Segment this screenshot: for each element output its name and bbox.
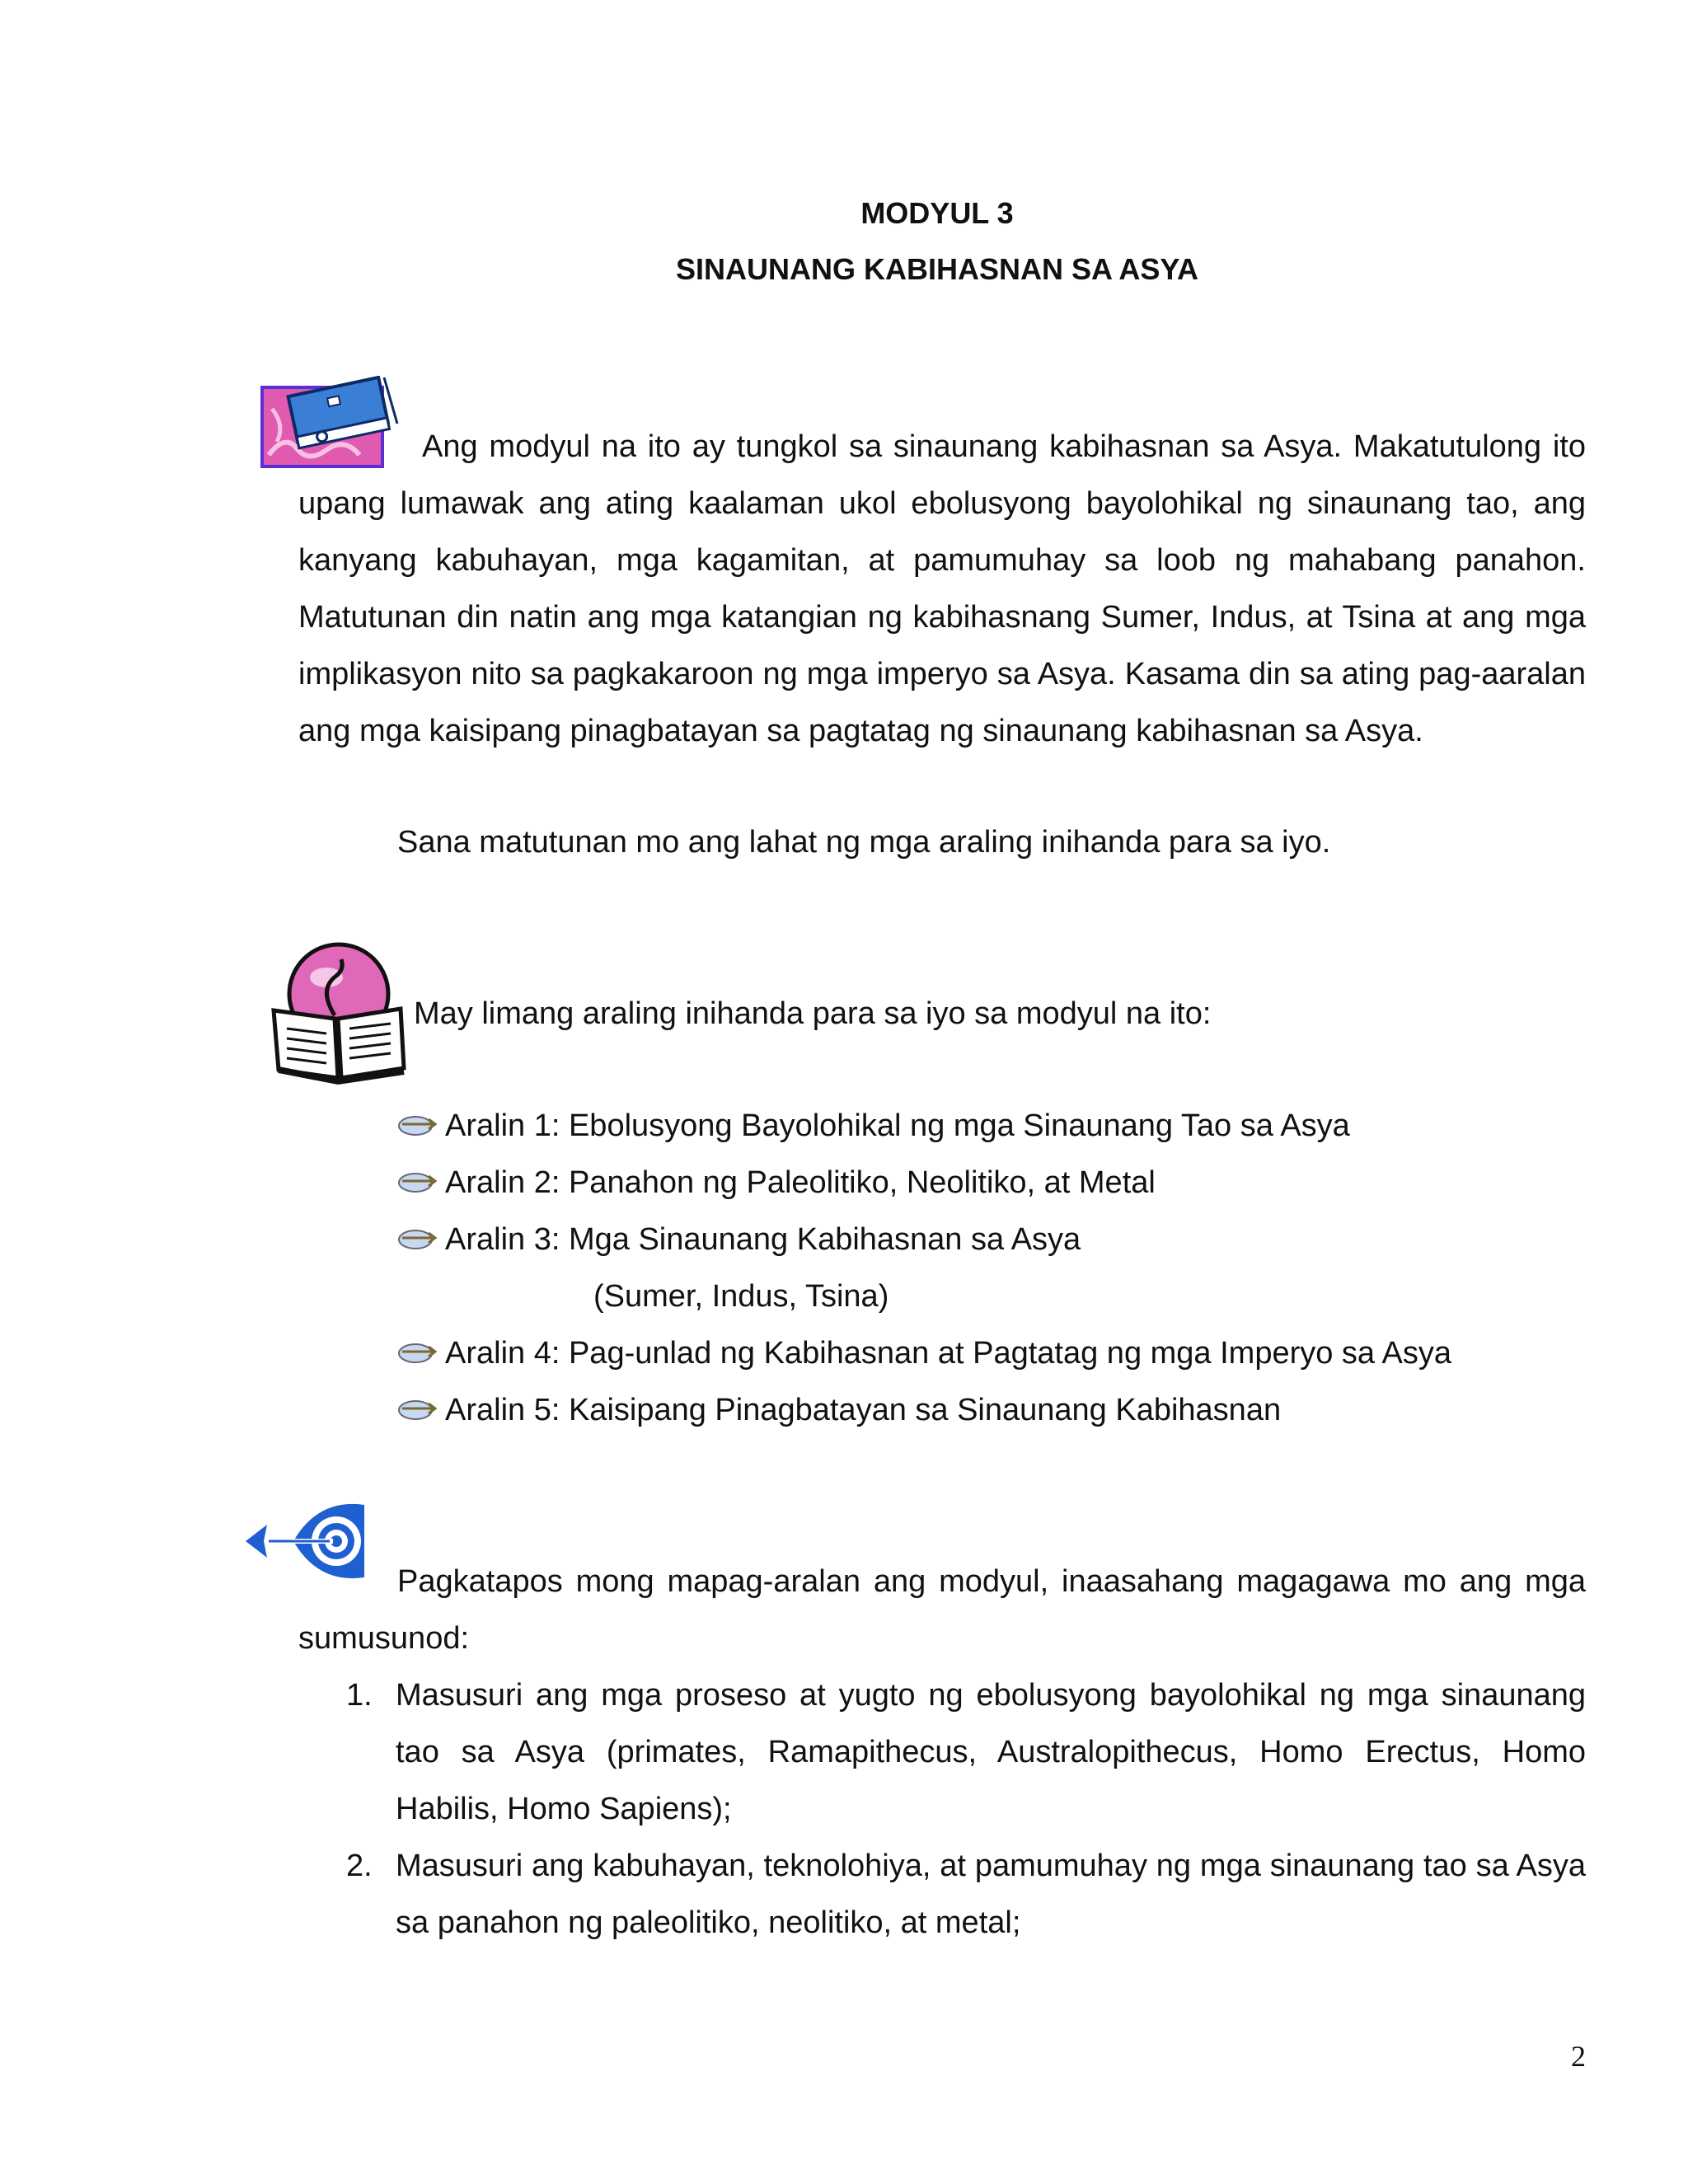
- cloud-arrow-bullet-icon: [396, 1160, 442, 1193]
- intro-closing: Sana matutunan mo ang lahat ng mga araling inihanda para sa iyo.: [397, 825, 1331, 860]
- module-number: MODYUL 3: [860, 196, 1014, 230]
- cloud-arrow-bullet-icon: [396, 1330, 442, 1363]
- objectives-list: [298, 1667, 1586, 1952]
- module-title: SINAUNANG KABIHASNAN SA ASYA: [675, 252, 1199, 286]
- page-number: 2: [1571, 2040, 1586, 2073]
- lesson-item: Aralin 1: Ebolusyong Bayolohikal ng mga Sinaunang Tao sa Asya: [396, 1098, 1350, 1155]
- objective-item: 2. Masusuri ang kabuhayan, teknolohiya, at pamumuhay ng mga sinaunang tao sa Asya sa panahon ng paleolitiko, neolitiko, at metal;: [346, 1849, 1586, 1940]
- intro-paragraph: Ang modyul na ito ay tungkol sa sinaunang kabihasnan sa Asya. Makatutulong ito upang lumawak ang ating kaalaman ukol ebolusyong bayolohikal ng sinaunang tao, ang kanyang kabuhayan, mga kagamitan, at pamumuhay sa loob ng mahabang panahon. Matutunan din natin ang mga katangian ng kabihasnang Sumer, Indus, at Tsina at ang mga implikasyon nito sa pagkakaroon ng mga imperyo sa Asya. Kasama din sa ating pag-aaralan ang mga kaisipang pinagbatayan sa pagtatag ng sinaunang kabihasnan sa Asya.: [298, 429, 1586, 748]
- objective-item: 1. Masusuri ang mga proseso at yugto ng ebolusyong bayolohikal ng mga sinaunang tao sa Asya (primates, Ramapithecus, Australopithecus, Homo Erectus, Homo Habilis, Homo Sapiens);: [346, 1678, 1586, 1826]
- objectives-intro: Pagkatapos mong mapag-aralan ang modyul, inaasahang magagawa mo ang mga sumusunod:: [298, 1564, 1586, 1656]
- lesson-item: Aralin 4: Pag-unlad ng Kabihasnan at Pagtatag ng mga Imperyo sa Asya: [396, 1325, 1451, 1382]
- cloud-arrow-bullet-icon: [396, 1103, 442, 1136]
- cloud-arrow-bullet-icon: [396, 1387, 442, 1420]
- lessons-heading: May limang araling inihanda para sa iyo sa modyul na ito:: [414, 996, 1212, 1031]
- lesson-item: Aralin 2: Panahon ng Paleolitiko, Neolitiko, at Metal: [396, 1155, 1156, 1212]
- cloud-arrow-bullet-icon: [396, 1216, 442, 1249]
- open-book-icon: [269, 940, 409, 1092]
- lesson-item: Aralin 3: Mga Sinaunang Kabihasnan sa Asya: [396, 1212, 1081, 1268]
- lesson-item-subtitle: (Sumer, Indus, Tsina): [593, 1279, 889, 1314]
- lesson-item: Aralin 5: Kaisipang Pinagbatayan sa Sinaunang Kabihasnan: [396, 1382, 1281, 1439]
